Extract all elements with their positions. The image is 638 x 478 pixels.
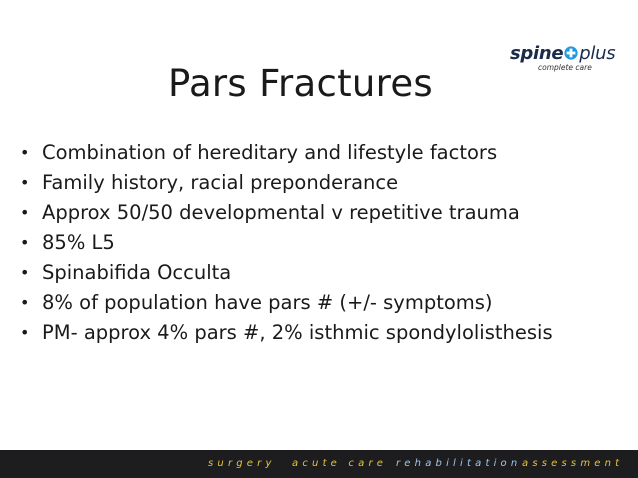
footer-item-assessment: assessment	[522, 458, 624, 469]
footer-item-acute-care: acute care	[292, 458, 388, 469]
logo-wordmark	[510, 44, 615, 64]
bullet-item	[20, 232, 620, 254]
bullet-glyph: •	[20, 233, 30, 252]
footer-bar	[0, 450, 638, 478]
logo-word-spine: spine	[510, 43, 564, 64]
footer-item-surgery: surgery	[208, 458, 276, 469]
bullet-glyph: •	[20, 263, 30, 282]
bullet-text: Approx 50/50 developmental v repetitive trauma	[42, 201, 520, 224]
logo-word-plus: plus	[579, 43, 616, 64]
bullet-glyph: •	[20, 323, 30, 342]
logo-tagline: complete care	[538, 63, 592, 72]
slide-title: Pars Fractures	[168, 62, 433, 105]
bullet-text: Family history, racial preponderance	[42, 171, 399, 194]
bullet-text: 85% L5	[42, 231, 115, 254]
bullet-item	[20, 202, 620, 224]
bullet-text: Spinabifida Occulta	[42, 261, 232, 284]
bullet-glyph: •	[20, 143, 30, 162]
bullet-text: 8% of population have pars # (+/- symptoms)	[42, 291, 493, 314]
bullet-item	[20, 322, 620, 344]
spineplus-logo	[510, 44, 630, 78]
bullet-text: PM- approx 4% pars #, 2% isthmic spondylolisthesis	[42, 321, 553, 344]
footer-item-rehabilitation: rehabilitation	[396, 458, 522, 469]
bullet-item	[20, 172, 620, 194]
bullet-item	[20, 142, 620, 164]
bullet-text: Combination of hereditary and lifestyle factors	[42, 141, 498, 164]
bullet-glyph: •	[20, 173, 30, 192]
bullet-glyph: •	[20, 203, 30, 222]
bullet-item	[20, 292, 620, 314]
bullet-glyph: •	[20, 293, 30, 312]
medical-cross-icon	[564, 46, 578, 60]
bullet-list	[20, 142, 620, 352]
bullet-item	[20, 262, 620, 284]
